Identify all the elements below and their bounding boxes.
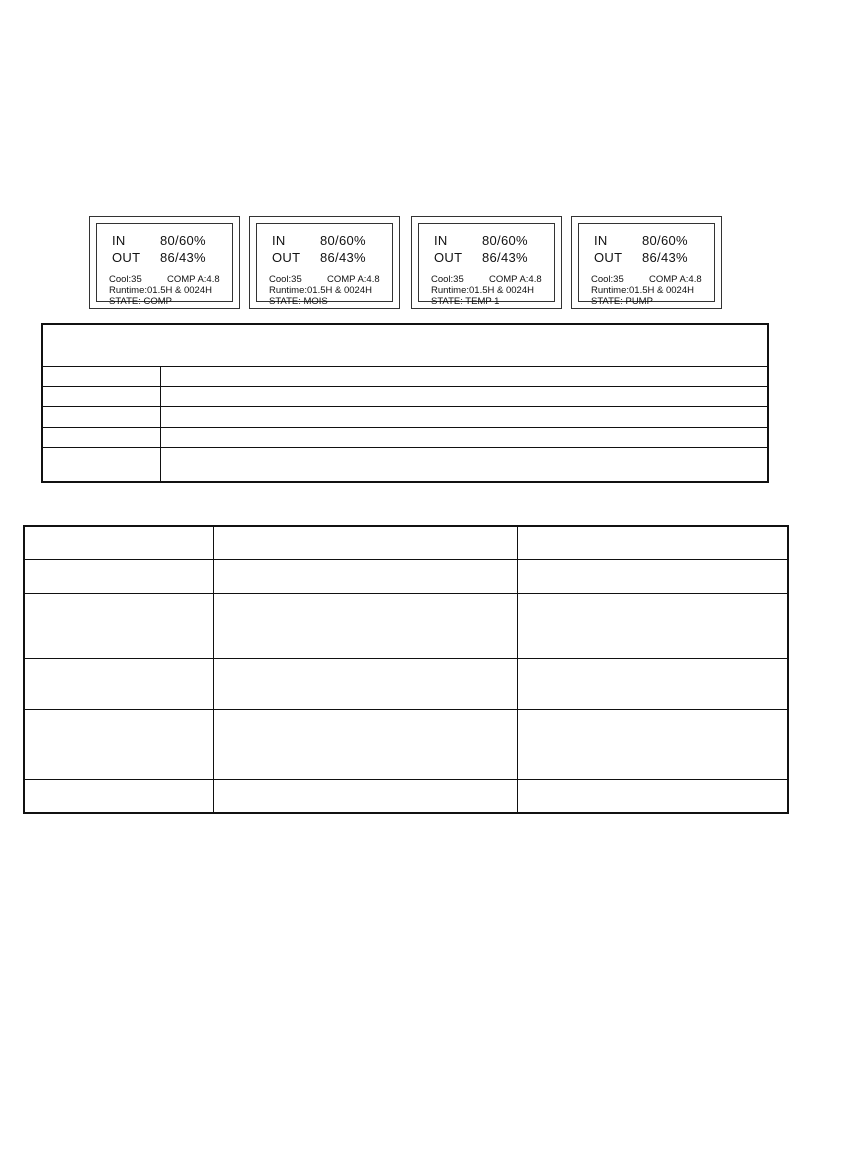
in-label: IN (434, 233, 448, 248)
cool-readout: Cool:35 (269, 274, 302, 285)
lcd-screen (578, 223, 715, 307)
lcd-display-mois (249, 216, 400, 309)
comp-readout: COMP A:4.8 (167, 274, 220, 285)
in-label: IN (112, 233, 126, 248)
state-readout: STATE: PUMP (591, 296, 653, 307)
lcd-display-temp1 (411, 216, 562, 309)
comp-readout: COMP A:4.8 (327, 274, 380, 285)
comp-readout: COMP A:4.8 (649, 274, 702, 285)
in-value: 80/60% (642, 233, 688, 248)
cool-readout: Cool:35 (591, 274, 624, 285)
table-row-divider (25, 779, 787, 780)
out-value: 86/43% (160, 250, 206, 265)
in-value: 80/60% (482, 233, 528, 248)
table-column-divider (160, 366, 161, 481)
lcd-display-pump (571, 216, 722, 309)
lcd-screen (256, 223, 393, 307)
table-row-divider (25, 658, 787, 659)
table-row-divider (43, 447, 767, 448)
state-readout: STATE: COMP (109, 296, 172, 307)
info-table (23, 525, 789, 814)
out-value: 86/43% (482, 250, 528, 265)
state-readout: STATE: MOIS (269, 296, 328, 307)
table-row-divider (43, 427, 767, 428)
table-row-divider (43, 406, 767, 407)
out-label: OUT (112, 250, 141, 265)
out-label: OUT (594, 250, 623, 265)
out-label: OUT (434, 250, 463, 265)
in-label: IN (594, 233, 608, 248)
table-column-divider (213, 527, 214, 812)
out-value: 86/43% (320, 250, 366, 265)
runtime-readout: Runtime:01.5H & 0024H (591, 285, 694, 296)
table-column-divider (517, 527, 518, 812)
state-readout: STATE: TEMP 1 (431, 296, 500, 307)
lcd-display-comp (89, 216, 240, 309)
state-legend-table (41, 323, 769, 483)
out-label: OUT (272, 250, 301, 265)
lcd-screen (96, 223, 233, 307)
table-row-divider (43, 366, 767, 367)
lcd-screen (418, 223, 555, 307)
cool-readout: Cool:35 (109, 274, 142, 285)
table-row-divider (25, 559, 787, 560)
runtime-readout: Runtime:01.5H & 0024H (269, 285, 372, 296)
in-value: 80/60% (160, 233, 206, 248)
out-value: 86/43% (642, 250, 688, 265)
runtime-readout: Runtime:01.5H & 0024H (431, 285, 534, 296)
comp-readout: COMP A:4.8 (489, 274, 542, 285)
runtime-readout: Runtime:01.5H & 0024H (109, 285, 212, 296)
in-value: 80/60% (320, 233, 366, 248)
cool-readout: Cool:35 (431, 274, 464, 285)
table-row-divider (43, 386, 767, 387)
table-row-divider (25, 709, 787, 710)
table-row-divider (25, 593, 787, 594)
in-label: IN (272, 233, 286, 248)
